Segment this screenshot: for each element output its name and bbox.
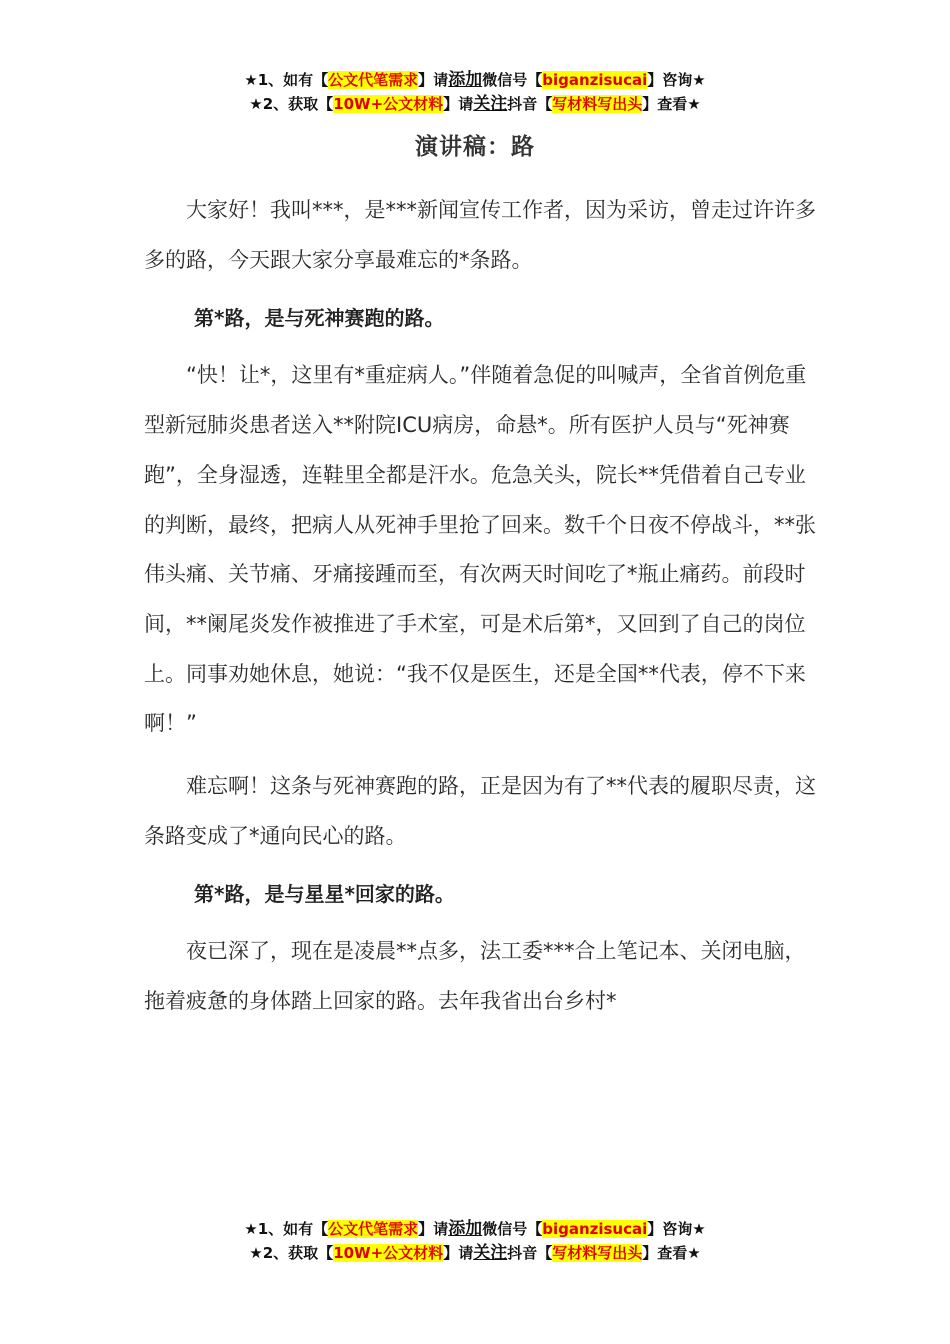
footer-text: ★2、获取【 [249,1244,334,1262]
paragraph-story-2: 夜已深了，现在是凌晨**点多，法工委***合上笔记本、关闭电脑，拖着疲惫的身体踏上回家的路。去年我省出台乡村* [144,939,806,1014]
header-text: 】查看★ [642,95,701,113]
paragraph-intro: 大家好！我叫***，是***新闻宣传工作者，因为采访，曾走过许许多多的路，今天跟大家分享最难忘的*条路。 [144,198,816,272]
highlight-materials: 10W+公文材料 [333,1244,444,1262]
wechat-id: biganzisucai [542,71,648,89]
underlined-follow: 关注 [473,94,508,114]
section-heading-2: 第*路，是与星星*回家的路。 [194,882,455,907]
header-line-2 [0,92,950,116]
document-title: 演讲稿：路 [415,134,535,160]
douyin-account: 写材料写出头 [552,95,643,113]
header-banner [0,68,950,116]
douyin-account: 写材料写出头 [552,1244,643,1262]
footer-text: 】查看★ [642,1244,701,1262]
section-heading-1: 第*路，是与死神赛跑的路。 [194,306,445,331]
header-text: 】咨询★ [647,71,706,89]
header-text: ★2、获取【 [249,95,334,113]
paragraph-story-1: “快！让*，这里有*重症病人。”伴随着急促的叫喊声，全省首例危重型新冠肺炎患者送入**附院ICU病房，命悬*。所有医护人员与“死神赛跑”，全身湿透，连鞋里全都是汗水。危急关头，院长**凭借着自己专业的判断，最终，把病人从死神手里抢了回来。数千个日夜不停战斗，**张伟头痛、关节痛、牙痛接踵而至，有次两天时间吃了*瓶止痛药。前段时间，**阑尾炎发作被推进了手术室，可是术后第*，又回到了自己的岗位上。同事劝她休息，她说：“我不仅是医生，还是全国**代表，停不下来啊！” [144,363,816,736]
footer-text: 微信号【 [482,1220,543,1238]
underlined-follow: 关注 [473,1243,508,1263]
footer-banner [0,1217,950,1265]
footer-text: 】咨询★ [647,1220,706,1238]
highlight-ghostwriting: 公文代笔需求 [328,1220,419,1238]
header-text: 抖音【 [507,95,553,113]
header-text: ★1、如有【 [244,71,329,89]
footer-text: 】请 [418,1220,449,1238]
footer-text: 抖音【 [507,1244,553,1262]
highlight-ghostwriting: 公文代笔需求 [328,71,419,89]
header-text: 】请 [418,71,449,89]
underlined-add: 添加 [448,1219,483,1239]
footer-line-1 [0,1217,950,1241]
footer-text: 】请 [443,1244,474,1262]
header-text: 微信号【 [482,71,543,89]
paragraph-reflection-1: 难忘啊！这条与死神赛跑的路，正是因为有了**代表的履职尽责，这条路变成了*通向民心的路。 [144,774,816,848]
header-line-1 [0,68,950,92]
footer-line-2 [0,1241,950,1265]
footer-text: ★1、如有【 [244,1220,329,1238]
document-body [144,186,824,1040]
underlined-add: 添加 [448,70,483,90]
highlight-materials: 10W+公文材料 [333,95,444,113]
header-text: 】请 [443,95,474,113]
wechat-id: biganzisucai [542,1220,648,1238]
